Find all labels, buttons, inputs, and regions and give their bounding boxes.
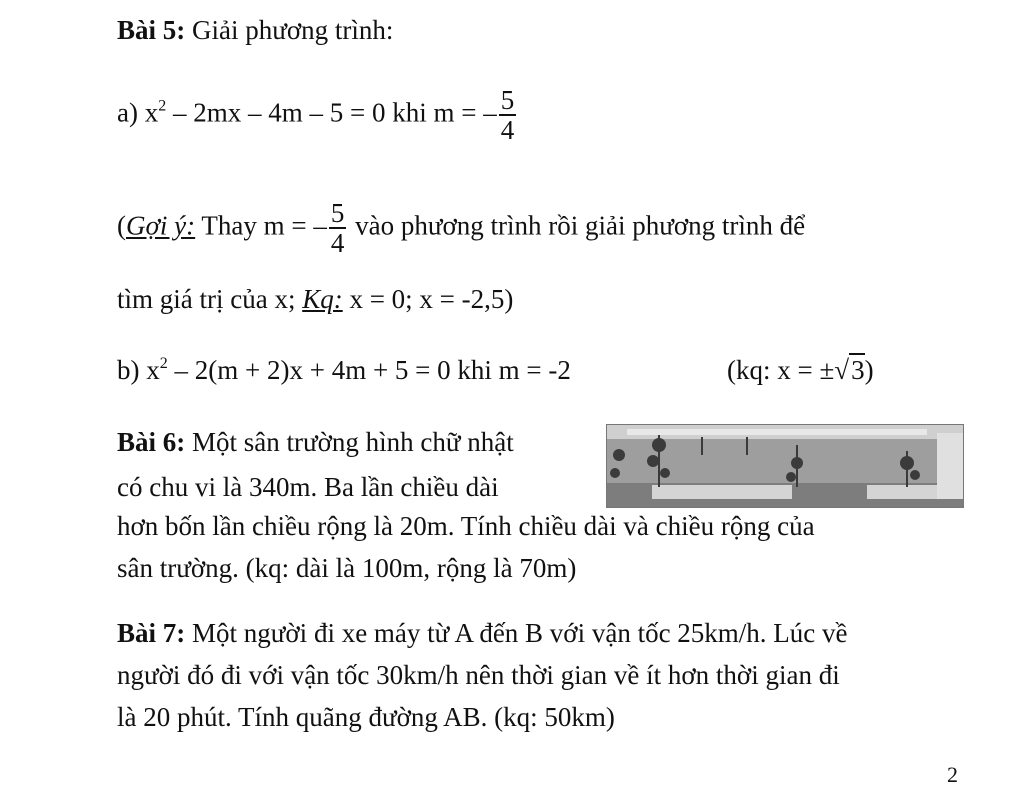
b6-line1 [117, 426, 514, 458]
b7-line1 [117, 617, 848, 649]
b5-title-bold: Bài 5: [117, 15, 186, 45]
b6-line1-text: Một sân trường hình chữ nhật [185, 427, 514, 457]
b5-hint-frac-den: 4 [330, 228, 345, 259]
b7-line2: người đó đi với vận tốc 30km/h nên thời gian về ít hơn thời gian đi [117, 660, 840, 690]
b5-a-eq-exp: 2 [158, 97, 167, 115]
b5-hint-fraction [329, 199, 347, 258]
b5-hint-line2-b: x = 0; x = -2,5) [342, 284, 514, 314]
b5-a-eq-rest: – 2mx – 4m – 5 = 0 khi m = – [166, 97, 497, 128]
b6-line3: hơn bốn lần chiều rộng là 20m. Tính chiều dài và chiều rộng của [117, 511, 815, 541]
b5-a-eq-base: x [144, 97, 159, 128]
b5-hint-line2 [117, 283, 513, 315]
b6-line4: sân trường. (kq: dài là 100m, rộng là 70m) [117, 553, 577, 583]
b6-line2: có chu vi là 340m. Ba lần chiều dài [117, 472, 499, 502]
b5-b-kq-close: ) [864, 355, 874, 385]
b5-a-frac-den: 4 [500, 115, 515, 146]
b7-line3: là 20 phút. Tính quãng đường AB. (kq: 50km) [117, 702, 615, 732]
b5-b-kq-radicand: 3 [851, 355, 865, 385]
b5-b-kq-open: (kq: x = ± [727, 355, 835, 385]
b5-a-label: a) [117, 97, 145, 128]
b5-a-frac-num: 5 [500, 85, 515, 115]
b5-b-label: b) x [117, 355, 160, 385]
b7-title-bold: Bài 7: [117, 618, 186, 648]
b5-hint-line2-a: tìm giá trị của x; [117, 284, 303, 314]
b5-hint-frac-num: 5 [330, 198, 345, 228]
b7-line1-text: Một người đi xe máy từ A đến B với vận tốc 25km/h. Lúc về [185, 618, 848, 648]
b5-b-exp: 2 [159, 355, 168, 372]
b5-title [117, 14, 393, 46]
b5-hint-open: ( [117, 210, 126, 241]
b5-a-fraction [499, 86, 517, 145]
b6-title-bold: Bài 6: [117, 427, 186, 457]
b5-hint-text2: vào phương trình rồi giải phương trình để [348, 210, 806, 241]
b5-hint-line1 [117, 199, 805, 258]
b5-hint-text1: Thay m = – [195, 210, 327, 241]
page-number: 2 [947, 762, 958, 787]
b5-kq-label: Kq: [302, 284, 343, 314]
b5-b-rest: – 2(m + 2)x + 4m + 5 = 0 khi m = -2 [167, 355, 571, 385]
b5-part-a [117, 86, 518, 145]
schoolyard-photo [606, 424, 964, 508]
b5-b-answer [727, 354, 874, 386]
schoolyard-photo-illustration [607, 425, 963, 507]
b5-title-text: Giải phương trình: [185, 15, 394, 45]
sqrt-icon: √ [834, 355, 850, 385]
b5-hint-label: Gợi ý: [126, 210, 196, 241]
b5-part-b [117, 354, 571, 386]
